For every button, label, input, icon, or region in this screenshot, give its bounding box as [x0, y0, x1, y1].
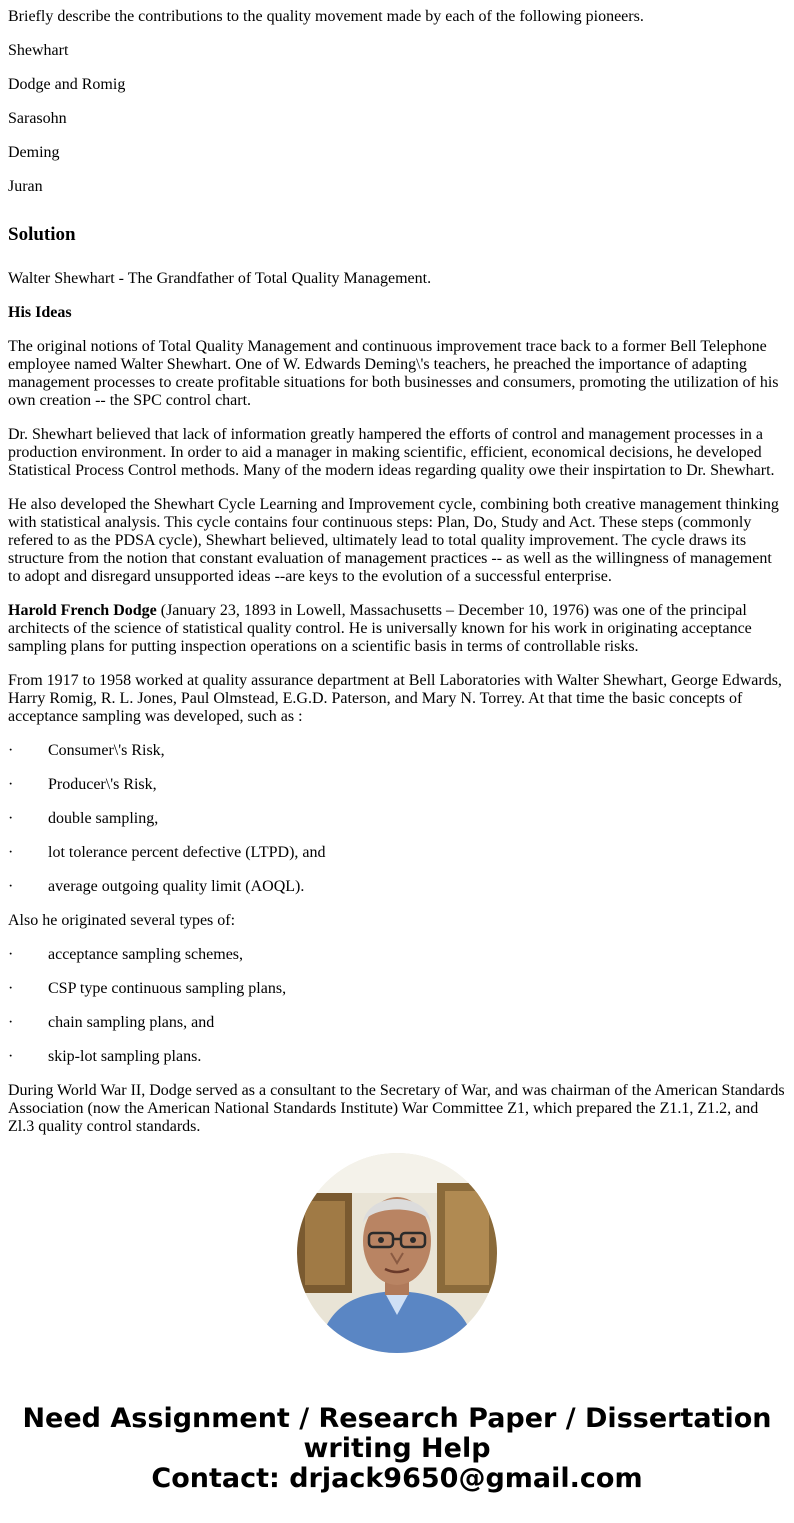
- list-item: [8, 844, 786, 862]
- paragraph-spc: Dr. Shewhart believed that lack of information greatly hampered the efforts of control and management processes in a production environment. In order to aid a manager in making scientific, efficient, economical decisions, he developed Statistical Process Control methods. Many of the modern ideas regarding quality owe their inspirtation to Dr. Shewhart.: [8, 426, 775, 479]
- solution-intro: Walter Shewhart - The Grandfather of Total Quality Management.: [8, 270, 432, 287]
- originated-intro: Also he originated several types of:: [8, 912, 236, 929]
- paragraph-bell-labs: From 1917 to 1958 worked at quality assurance department at Bell Laboratories with Walter Shewhart, George Edwards, Harry Romig, R. L. Jones, Paul Olmstead, E.G.D. Paterson, and Mary N. Torrey. At that time the basic concepts of acceptance sampling was developed, such as :: [8, 672, 782, 725]
- bullet-dot: ·: [8, 810, 14, 827]
- banner-line-2: writing Help: [303, 1433, 491, 1464]
- bullet-dot: ·: [8, 980, 14, 997]
- bullet-dot: ·: [8, 1048, 14, 1065]
- his-ideas-label: His Ideas: [8, 304, 72, 321]
- bullet-dot: ·: [8, 946, 14, 963]
- bullet-dot: ·: [8, 878, 14, 895]
- solution-heading: Solution: [8, 224, 76, 245]
- bullet-dot: ·: [8, 742, 14, 759]
- paragraph-origins: The original notions of Total Quality Management and continuous improvement trace back to a former Bell Telephone employee named Walter Shewhart. One of W. Edwards Deming\'s teachers, he preached the importance of adapting management processes to create profitable situations for both businesses and consumers, promoting the utilization of his own creation -- the SPC control chart.: [8, 338, 779, 409]
- list-item-text: skip-lot sampling plans.: [48, 1048, 202, 1065]
- bullet-dot: ·: [8, 844, 14, 861]
- paragraph-ww2: During World War II, Dodge served as a consultant to the Secretary of War, and was chairman of the American Standards Association (now the American National Standards Institute) War Committee Z1, which prepared the Z1.1, Z1.2, and Zl.3 quality control standards.: [8, 1082, 785, 1135]
- list-item: [8, 980, 786, 998]
- list-item: [8, 878, 786, 896]
- pioneer-shewhart: Shewhart: [8, 42, 69, 59]
- tutor-photo: [297, 1153, 497, 1353]
- pioneer-sarasohn: Sarasohn: [8, 110, 67, 127]
- list-item-text: double sampling,: [48, 810, 159, 827]
- bullet-dot: ·: [8, 1014, 14, 1031]
- list-item-text: acceptance sampling schemes,: [48, 946, 244, 963]
- list-item: [8, 946, 786, 964]
- list-item-text: average outgoing quality limit (AOQL).: [48, 878, 305, 895]
- pioneer-juran: Juran: [8, 178, 43, 195]
- list-item: [8, 742, 786, 760]
- his-ideas-heading: [8, 304, 786, 322]
- paragraph-dodge: [8, 602, 786, 656]
- list-item-text: Consumer\'s Risk,: [48, 742, 165, 759]
- list-item-text: Producer\'s Risk,: [48, 776, 157, 793]
- list-item-text: lot tolerance percent defective (LTPD), and: [48, 844, 326, 861]
- banner-line-1: Need Assignment / Research Paper / Dissertation: [22, 1403, 772, 1434]
- contact-banner: [0, 1404, 794, 1494]
- dodge-bio: (January 23, 1893 in Lowell, Massachusetts – December 10, 1976) was one of the principal architects of the science of statistical quality control. He is universally known for his work in originating acceptance sampling plans for putting inspection operations on a scientific basis in terms of controllable risks.: [8, 602, 752, 655]
- list-item: [8, 1048, 786, 1066]
- list-item: [8, 1014, 786, 1032]
- pioneer-dodge-romig: Dodge and Romig: [8, 76, 126, 93]
- paragraph-pdsa: He also developed the Shewhart Cycle Learning and Improvement cycle, combining both creative management thinking with statistical analysis. This cycle contains four continuous steps: Plan, Do, Study and Act. These steps (commonly refered to as the PDSA cycle), Shewhart believed, ultimately lead to total quality improvement. The cycle draws its structure from the notion that constant evaluation of management practices -- as well as the willingness of management to adopt and disregard unsupported ideas --are keys to the evolution of a successful enterprise.: [8, 496, 779, 585]
- dodge-name: Harold French Dodge: [8, 602, 157, 619]
- tutor-portrait-image: [297, 1153, 497, 1353]
- list-item-text: CSP type continuous sampling plans,: [48, 980, 287, 997]
- bullet-dot: ·: [8, 776, 14, 793]
- list-item-text: chain sampling plans, and: [48, 1014, 215, 1031]
- question-prompt: Briefly describe the contributions to the quality movement made by each of the following pioneers.: [8, 8, 644, 25]
- pioneer-deming: Deming: [8, 144, 60, 161]
- list-item: [8, 810, 786, 828]
- banner-contact-line: Contact: drjack9650@gmail.com: [151, 1463, 643, 1494]
- list-item: [8, 776, 786, 794]
